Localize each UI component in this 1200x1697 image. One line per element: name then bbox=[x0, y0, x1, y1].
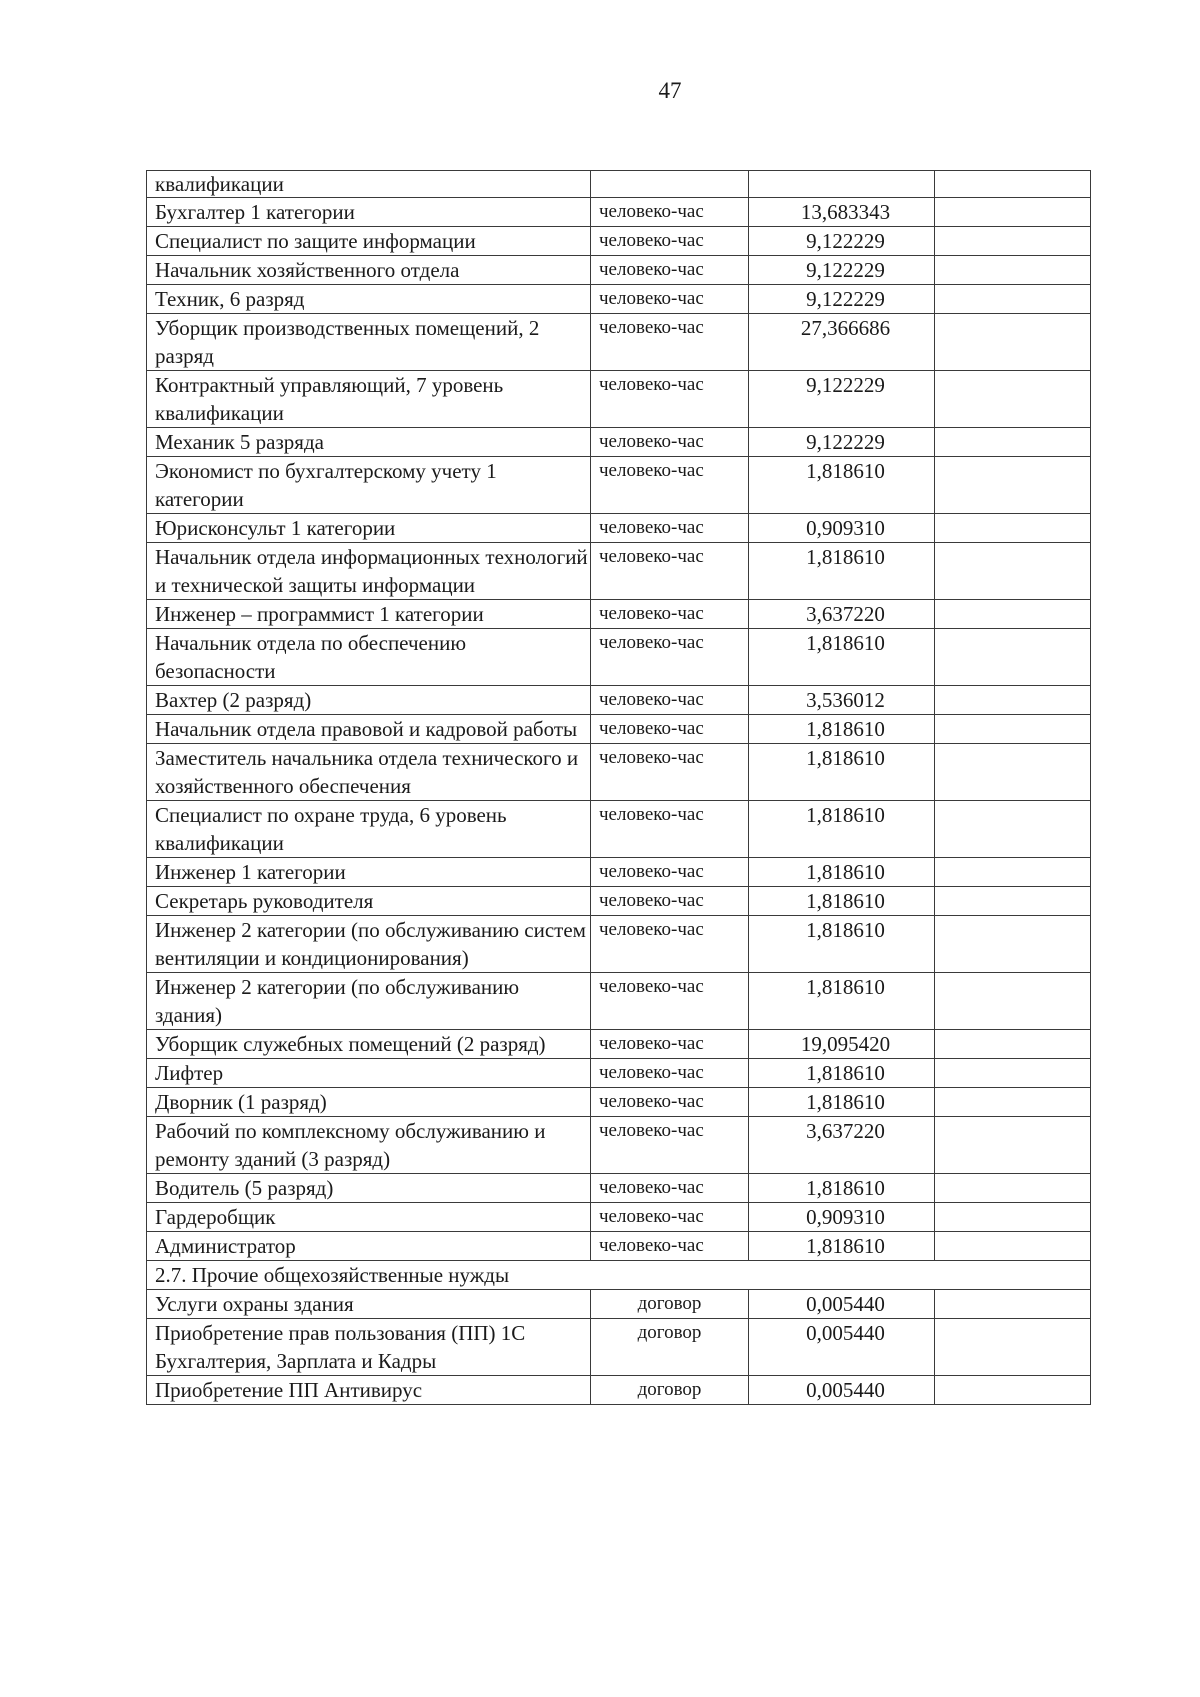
table-row bbox=[147, 1117, 1091, 1174]
empty-cell bbox=[935, 514, 1091, 543]
table-row bbox=[147, 1030, 1091, 1059]
table-row bbox=[147, 198, 1091, 227]
position-name: Начальник отдела правовой и кадровой работы bbox=[147, 715, 591, 744]
empty-cell bbox=[935, 1059, 1091, 1088]
table-row bbox=[147, 973, 1091, 1030]
table-row bbox=[147, 543, 1091, 600]
table-row bbox=[147, 801, 1091, 858]
empty-cell bbox=[935, 371, 1091, 428]
unit-cell: человеко-час bbox=[591, 285, 749, 314]
table-row bbox=[147, 1290, 1091, 1319]
unit-cell: человеко-час bbox=[591, 457, 749, 514]
empty-cell bbox=[935, 1376, 1091, 1405]
unit-cell: человеко-час bbox=[591, 1232, 749, 1261]
table-row bbox=[147, 629, 1091, 686]
empty-cell bbox=[935, 1319, 1091, 1376]
position-name: Экономист по бухгалтерскому учету 1 категории bbox=[147, 457, 591, 514]
empty-cell bbox=[935, 428, 1091, 457]
table-row bbox=[147, 227, 1091, 256]
position-name: Инженер 2 категории (по обслуживанию систем вентиляции и кондиционирования) bbox=[147, 916, 591, 973]
value-cell: 1,818610 bbox=[749, 543, 935, 600]
empty-cell bbox=[935, 543, 1091, 600]
value-cell: 1,818610 bbox=[749, 1059, 935, 1088]
table-row bbox=[147, 1319, 1091, 1376]
value-cell: 1,818610 bbox=[749, 916, 935, 973]
position-name: Начальник отдела информационных технологий и технической защиты информации bbox=[147, 543, 591, 600]
empty-cell bbox=[935, 744, 1091, 801]
empty-cell bbox=[935, 256, 1091, 285]
value-cell: 9,122229 bbox=[749, 428, 935, 457]
table-row bbox=[147, 514, 1091, 543]
unit-cell: человеко-час bbox=[591, 1174, 749, 1203]
unit-cell bbox=[591, 171, 749, 198]
value-cell: 9,122229 bbox=[749, 227, 935, 256]
value-cell: 3,637220 bbox=[749, 1117, 935, 1174]
table-row bbox=[147, 256, 1091, 285]
unit-cell: человеко-час bbox=[591, 715, 749, 744]
unit-cell: человеко-час bbox=[591, 744, 749, 801]
value-cell: 0,005440 bbox=[749, 1376, 935, 1405]
value-cell: 9,122229 bbox=[749, 285, 935, 314]
table-row bbox=[147, 887, 1091, 916]
unit-cell: человеко-час bbox=[591, 858, 749, 887]
value-cell: 1,818610 bbox=[749, 1174, 935, 1203]
table-row bbox=[147, 858, 1091, 887]
value-cell: 1,818610 bbox=[749, 1232, 935, 1261]
table-row bbox=[147, 1059, 1091, 1088]
empty-cell bbox=[935, 801, 1091, 858]
position-name: Начальник отдела по обеспечению безопасности bbox=[147, 629, 591, 686]
value-cell: 1,818610 bbox=[749, 715, 935, 744]
empty-cell bbox=[935, 600, 1091, 629]
table-row bbox=[147, 600, 1091, 629]
unit-cell: человеко-час bbox=[591, 227, 749, 256]
empty-cell bbox=[935, 916, 1091, 973]
unit-cell: человеко-час bbox=[591, 1117, 749, 1174]
unit-cell: человеко-час bbox=[591, 256, 749, 285]
position-name: Контрактный управляющий, 7 уровень квалификации bbox=[147, 371, 591, 428]
unit-cell: человеко-час bbox=[591, 1059, 749, 1088]
unit-cell: человеко-час bbox=[591, 1203, 749, 1232]
unit-cell: человеко-час bbox=[591, 600, 749, 629]
value-cell: 9,122229 bbox=[749, 256, 935, 285]
position-name: Уборщик служебных помещений (2 разряд) bbox=[147, 1030, 591, 1059]
unit-cell: человеко-час bbox=[591, 887, 749, 916]
position-name: Секретарь руководителя bbox=[147, 887, 591, 916]
empty-cell bbox=[935, 1203, 1091, 1232]
position-name: Уборщик производственных помещений, 2 разряд bbox=[147, 314, 591, 371]
value-cell: 1,818610 bbox=[749, 887, 935, 916]
position-name: Заместитель начальника отдела технического и хозяйственного обеспечения bbox=[147, 744, 591, 801]
empty-cell bbox=[935, 1030, 1091, 1059]
value-cell: 1,818610 bbox=[749, 744, 935, 801]
empty-cell bbox=[935, 314, 1091, 371]
value-cell: 13,683343 bbox=[749, 198, 935, 227]
unit-cell: человеко-час bbox=[591, 428, 749, 457]
service-name: Услуги охраны здания bbox=[147, 1290, 591, 1319]
empty-cell bbox=[935, 715, 1091, 744]
position-name: Лифтер bbox=[147, 1059, 591, 1088]
unit-cell: человеко-час bbox=[591, 686, 749, 715]
position-name: Инженер 2 категории (по обслуживанию здания) bbox=[147, 973, 591, 1030]
position-name: Специалист по охране труда, 6 уровень квалификации bbox=[147, 801, 591, 858]
table-row bbox=[147, 1174, 1091, 1203]
position-name: Начальник хозяйственного отдела bbox=[147, 256, 591, 285]
value-cell: 1,818610 bbox=[749, 858, 935, 887]
value-cell: 0,005440 bbox=[749, 1290, 935, 1319]
value-cell: 1,818610 bbox=[749, 801, 935, 858]
table-row bbox=[147, 715, 1091, 744]
value-cell: 1,818610 bbox=[749, 1088, 935, 1117]
value-cell: 3,637220 bbox=[749, 600, 935, 629]
table-row bbox=[147, 428, 1091, 457]
empty-cell bbox=[935, 1088, 1091, 1117]
value-cell bbox=[749, 171, 935, 198]
unit-cell: договор bbox=[591, 1319, 749, 1376]
unit-cell: человеко-час bbox=[591, 1088, 749, 1117]
unit-cell: человеко-час bbox=[591, 514, 749, 543]
service-name: Приобретение прав пользования (ПП) 1С Бухгалтерия, Зарплата и Кадры bbox=[147, 1319, 591, 1376]
empty-cell bbox=[935, 887, 1091, 916]
empty-cell bbox=[935, 198, 1091, 227]
empty-cell bbox=[935, 227, 1091, 256]
position-name: Специалист по защите информации bbox=[147, 227, 591, 256]
empty-cell bbox=[935, 285, 1091, 314]
table-row bbox=[147, 457, 1091, 514]
unit-cell: человеко-час bbox=[591, 801, 749, 858]
position-name: Вахтер (2 разряд) bbox=[147, 686, 591, 715]
empty-cell bbox=[935, 629, 1091, 686]
value-cell: 0,909310 bbox=[749, 1203, 935, 1232]
table-row bbox=[147, 171, 1091, 198]
position-name: Водитель (5 разряд) bbox=[147, 1174, 591, 1203]
table-row bbox=[147, 1088, 1091, 1117]
unit-cell: договор bbox=[591, 1290, 749, 1319]
position-name: Рабочий по комплексному обслуживанию и ремонту зданий (3 разряд) bbox=[147, 1117, 591, 1174]
position-name: Техник, 6 разряд bbox=[147, 285, 591, 314]
value-cell: 0,909310 bbox=[749, 514, 935, 543]
value-cell: 1,818610 bbox=[749, 629, 935, 686]
empty-cell bbox=[935, 1290, 1091, 1319]
table-row bbox=[147, 371, 1091, 428]
position-name: Гардеробщик bbox=[147, 1203, 591, 1232]
unit-cell: человеко-час bbox=[591, 371, 749, 428]
position-name: Механик 5 разряда bbox=[147, 428, 591, 457]
unit-cell: человеко-час bbox=[591, 916, 749, 973]
section-header-row bbox=[147, 1261, 1091, 1290]
table-row bbox=[147, 1203, 1091, 1232]
unit-cell: человеко-час bbox=[591, 1030, 749, 1059]
empty-cell bbox=[935, 973, 1091, 1030]
unit-cell: человеко-час bbox=[591, 543, 749, 600]
unit-cell: человеко-час bbox=[591, 198, 749, 227]
cost-norms-table bbox=[146, 170, 1091, 1405]
empty-cell bbox=[935, 1117, 1091, 1174]
table-row bbox=[147, 686, 1091, 715]
section-title: 2.7. Прочие общехозяйственные нужды bbox=[147, 1261, 1091, 1290]
empty-cell bbox=[935, 457, 1091, 514]
table-row bbox=[147, 1376, 1091, 1405]
value-cell: 3,536012 bbox=[749, 686, 935, 715]
value-cell: 1,818610 bbox=[749, 973, 935, 1030]
service-name: Приобретение ПП Антивирус bbox=[147, 1376, 591, 1405]
position-name: квалификации bbox=[147, 171, 591, 198]
page-number: 47 bbox=[658, 78, 682, 103]
table-row bbox=[147, 744, 1091, 801]
value-cell: 27,366686 bbox=[749, 314, 935, 371]
value-cell: 0,005440 bbox=[749, 1319, 935, 1376]
empty-cell bbox=[935, 1232, 1091, 1261]
value-cell: 1,818610 bbox=[749, 457, 935, 514]
value-cell: 9,122229 bbox=[749, 371, 935, 428]
table-row bbox=[147, 1232, 1091, 1261]
position-name: Дворник (1 разряд) bbox=[147, 1088, 591, 1117]
table-row bbox=[147, 285, 1091, 314]
unit-cell: человеко-час bbox=[591, 314, 749, 371]
value-cell: 19,095420 bbox=[749, 1030, 935, 1059]
empty-cell bbox=[935, 858, 1091, 887]
empty-cell bbox=[935, 686, 1091, 715]
position-name: Бухгалтер 1 категории bbox=[147, 198, 591, 227]
unit-cell: человеко-час bbox=[591, 629, 749, 686]
empty-cell bbox=[935, 1174, 1091, 1203]
position-name: Инженер 1 категории bbox=[147, 858, 591, 887]
position-name: Администратор bbox=[147, 1232, 591, 1261]
unit-cell: человеко-час bbox=[591, 973, 749, 1030]
table-row bbox=[147, 314, 1091, 371]
position-name: Инженер – программист 1 категории bbox=[147, 600, 591, 629]
table-row bbox=[147, 916, 1091, 973]
position-name: Юрисконсульт 1 категории bbox=[147, 514, 591, 543]
empty-cell bbox=[935, 171, 1091, 198]
unit-cell: договор bbox=[591, 1376, 749, 1405]
